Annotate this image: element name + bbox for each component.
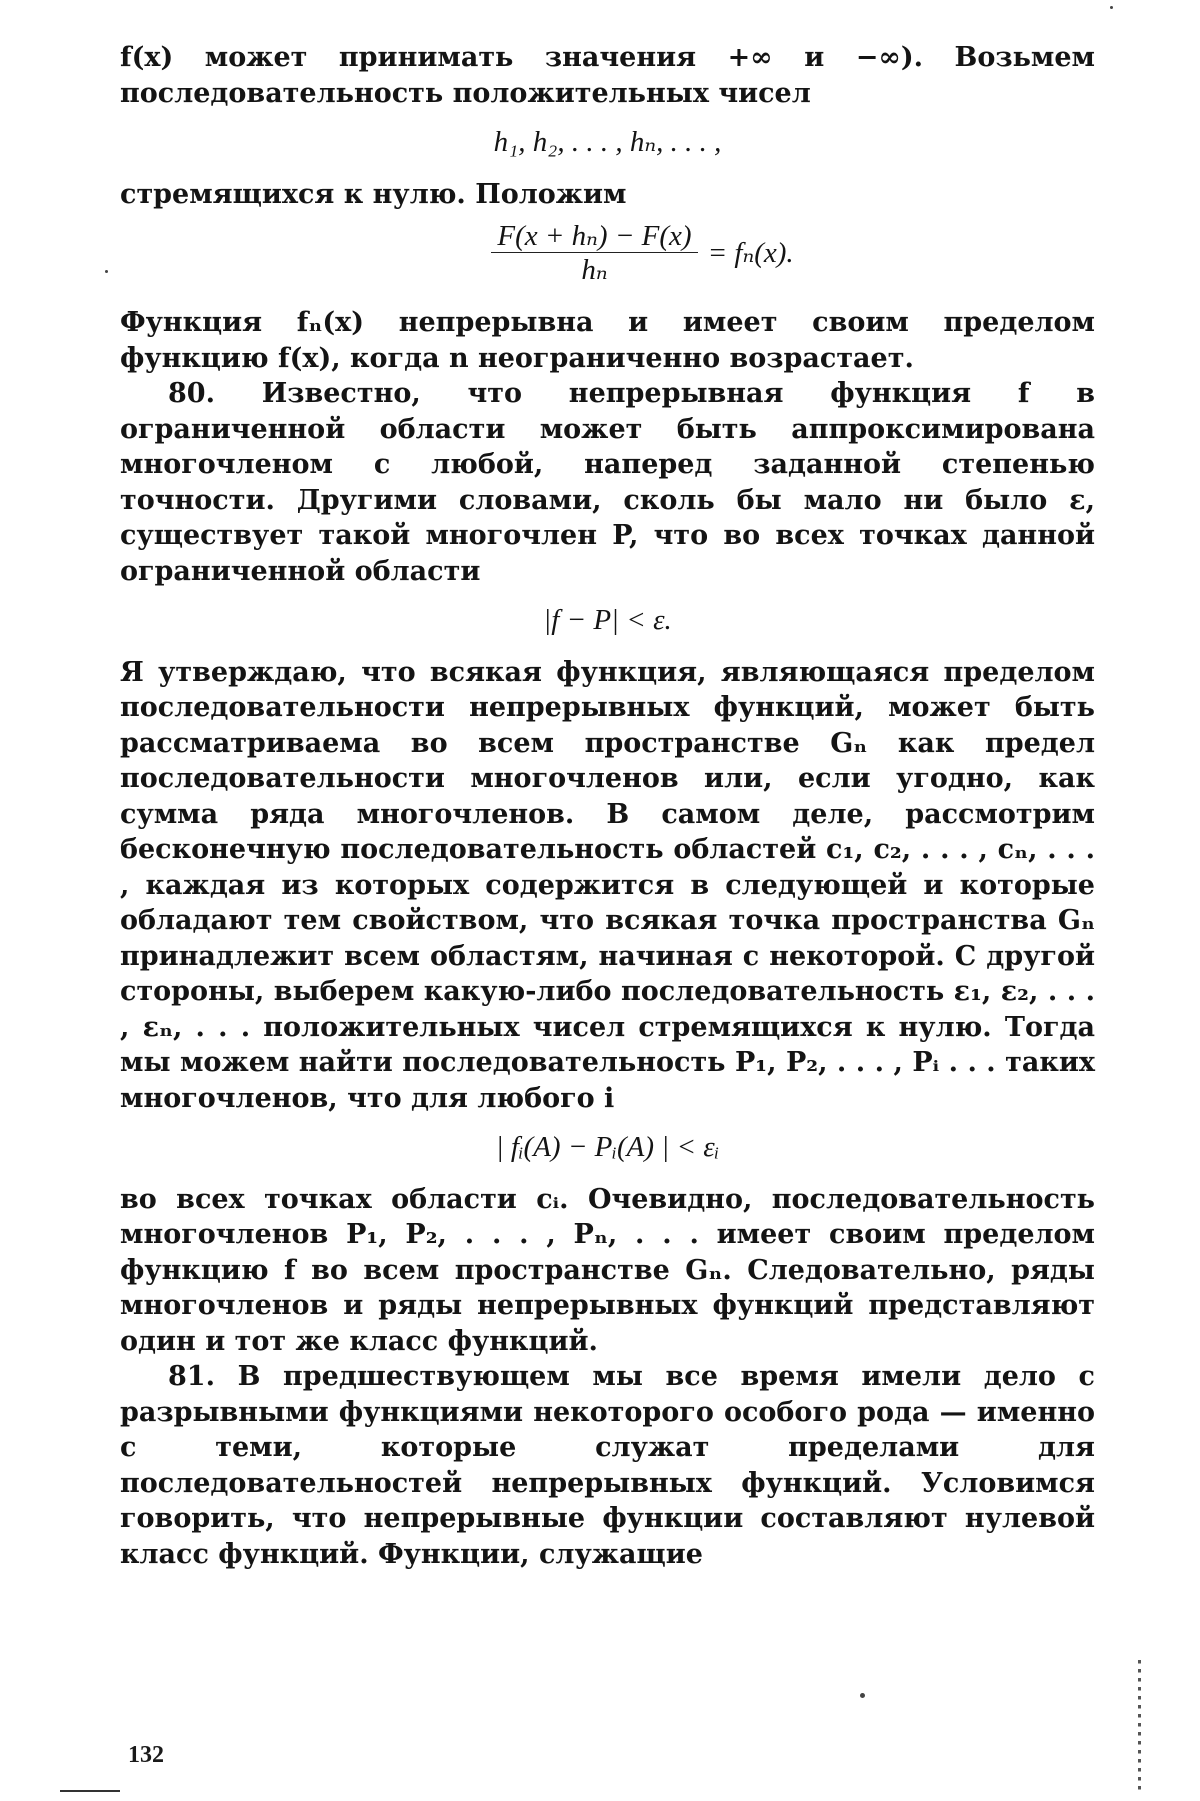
fraction-numerator: F(x + hₙ) − F(x)	[491, 220, 697, 253]
scan-speck	[1110, 6, 1113, 9]
scan-speck	[860, 1693, 865, 1698]
scan-artifact-edge	[1138, 1660, 1141, 1790]
formula-difference-quotient	[190, 220, 1095, 287]
paragraph-intro: f(x) может принимать значения +∞ и −∞). Возьмем последовательность положительных чисел	[120, 42, 1095, 109]
fraction	[491, 220, 697, 287]
page-body	[120, 40, 1095, 1572]
paragraph-80: 80. Известно, что непрерывная функция f в ограниченной области может быть аппроксимирована многочленом с любой, наперед заданной степенью точности. Другими словами, сколь бы мало ни было ε, существует такой многочлен P, что во всех точках данной ограниченной области	[120, 378, 1095, 587]
fraction-rhs: = fₙ(x).	[707, 236, 794, 269]
scan-artifact-rule	[60, 1790, 120, 1792]
formula-abs-inequality: |f − P| < ε.	[543, 604, 672, 636]
formula-h-sequence: h₁, h₂, . . . , hₙ, . . . ,	[493, 126, 722, 158]
paragraph-function: Функция fₙ(x) непрерывна и имеет своим пределом функцию f(x), когда n неограниченно возрастает.	[120, 307, 1095, 374]
paragraph-tending: стремящихся к нулю. Положим	[120, 178, 627, 210]
formula-fi-inequality: | fᵢ(A) − Pᵢ(A) | < εᵢ	[495, 1131, 720, 1163]
paragraph-every-point: во всех точках области cᵢ. Очевидно, последовательность многочленов P₁, P₂, . . . , Pₙ, . . . имеет своим пределом функцию f во всем пространстве Gₙ. Следовательно, ряды многочленов и ряды непрерывных функций представляют один и тот же класс функций.	[120, 1183, 1095, 1357]
paragraph-claim: Я утверждаю, что всякая функция, являющаяся пределом последовательности непрерывных функций, может быть рассматриваема во всем пространстве Gₙ как предел последовательности многочленов или, если угодно, как сумма ряда многочленов. В самом деле, рассмотрим бесконечную последовательность областей c₁, c₂, . . . , cₙ, . . . , каждая из которых содержится в следующей и которые обладают тем свойством, что всякая точка пространства Gₙ принадлежит всем областям, начиная с некоторой. С другой стороны, выберем какую-либо последовательность ε₁, ε₂, . . . , εₙ, . . . положительных чисел стремящихся к нулю. Тогда мы можем найти последовательность P₁, P₂, . . . , Pᵢ . . . таких многочленов, что для любого i	[120, 656, 1095, 1114]
fraction-denominator: hₙ	[581, 254, 608, 286]
page-number: 132	[128, 1742, 164, 1768]
paragraph-81: 81. В предшествующем мы все время имели дело с разрывными функциями некоторого особого рода — именно с теми, которые служат пределами для последовательностей непрерывных функций. Условимся говорить, что непрерывные функции составляют нулевой класс функций. Функции, служащие	[120, 1361, 1095, 1570]
scan-speck	[105, 270, 108, 273]
